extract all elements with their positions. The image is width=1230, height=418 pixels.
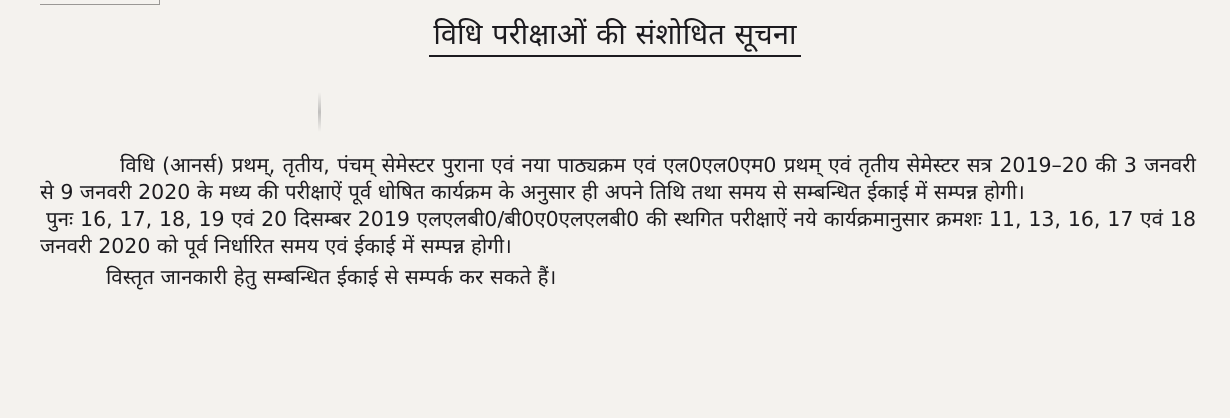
notice-body [40,152,1196,291]
notice-paragraph-1: विधि (आनर्स) प्रथम्, तृतीय, पंचम् सेमेस्टर पुराना एवं नया पाठ्यक्रम एवं एल0एल0एम0 प्रथम् एवं तृतीय सेमेस्टर सत्र 2019–20 की 3 जनवरी से 9 जनवरी 2020 के मध्य की परीक्षाऐं पूर्व धोषित कार्यक्रम के अनुसार ही अपने तिथि तथा समय से सम्बन्धित ईकाई में सम्पन्न होगी। [40,153,1196,204]
corner-mark [40,0,160,5]
notice-title-text: विधि परीक्षाओं की संशोधित सूचना [429,14,800,57]
notice-paragraph-3: विस्तृत जानकारी हेतु सम्बन्धित ईकाई से सम्पर्क कर सकते हैं। [106,265,557,289]
scan-smudge [318,92,321,132]
notice-title [0,14,1230,57]
notice-paragraph-2: पुनः 16, 17, 18, 19 एवं 20 दिसम्बर 2019 एलएलबी0/बी0ए0एलएलबी0 की स्थगित परीक्षाऐं नये कार्यक्रमानुसार क्रमशः 11, 13, 16, 17 एवं 18 जनवरी 2020 को पूर्व निर्धारित समय एवं ईकाई में सम्पन्न होगी। [40,207,1196,258]
